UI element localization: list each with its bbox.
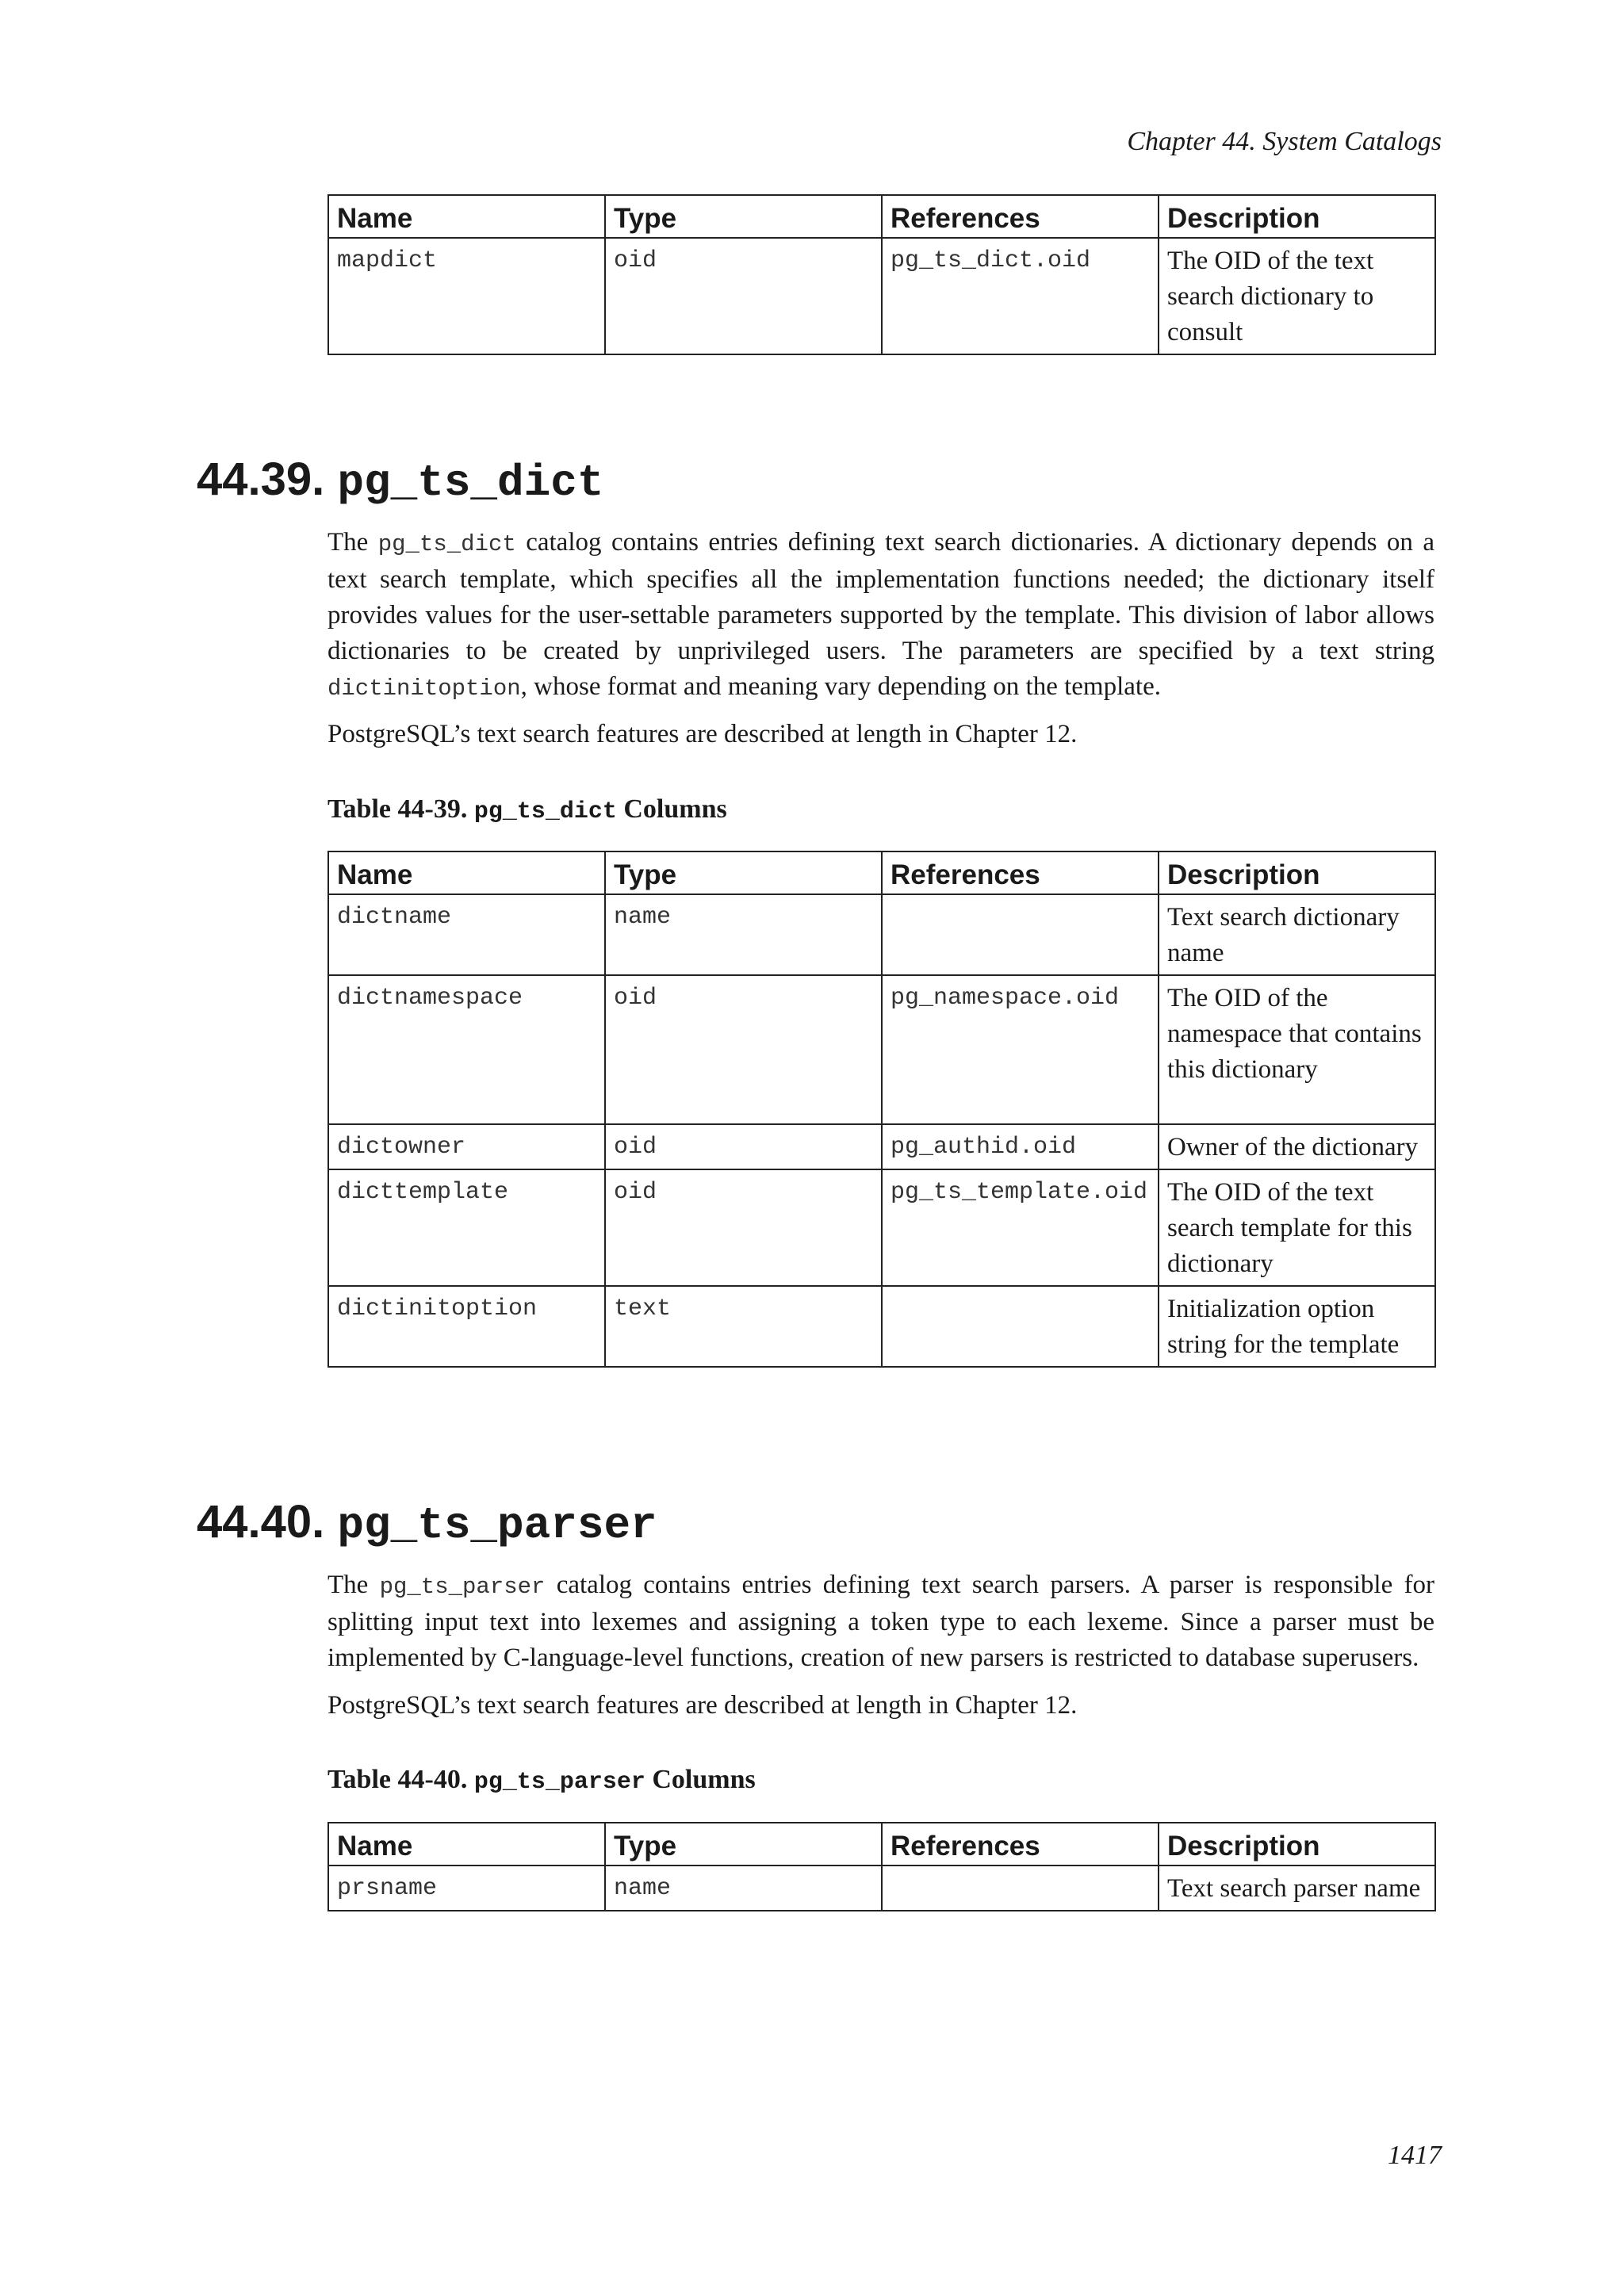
section-dict-intro — [327, 525, 1434, 706]
table-caption-pg-ts-parser — [327, 1765, 756, 1796]
cell-description: Text search parser name — [1159, 1866, 1435, 1911]
table-row — [328, 238, 1435, 354]
cell-type: oid — [605, 238, 882, 354]
text-run: catalog contains entries defining text search parsers. A parser is responsible for splitting input text into lexemes and assigning a token type to each lexeme. Since a parser must be implemented by C-language-level functions, creation of new parsers is restricted to database superusers. — [327, 1571, 1435, 1672]
cell-name: dicttemplate — [328, 1169, 605, 1286]
table-header-row — [328, 195, 1435, 238]
cell-description: Owner of the dictionary — [1159, 1124, 1435, 1169]
col-header-name: Name — [328, 195, 605, 238]
section-heading-pg-ts-dict — [197, 452, 603, 511]
section-number: 44.40. — [197, 1496, 325, 1548]
cell-type: text — [605, 1286, 882, 1367]
col-header-description: Description — [1159, 851, 1435, 894]
table-row — [328, 894, 1435, 975]
cell-description: The OID of the text search template for this dictionary — [1159, 1169, 1435, 1286]
table-row — [328, 1169, 1435, 1286]
section-catalog-name: pg_ts_dict — [337, 457, 604, 508]
cell-references — [882, 894, 1159, 975]
table-row — [328, 1866, 1435, 1911]
caption-suffix: Columns — [623, 794, 727, 824]
text-run: , whose format and meaning vary depending on the template. — [520, 672, 1161, 701]
table-header-row — [328, 1823, 1435, 1866]
text-run: The — [327, 1571, 380, 1599]
cell-type: oid — [605, 1124, 882, 1169]
col-header-name: Name — [328, 851, 605, 894]
cell-references: pg_namespace.oid — [882, 975, 1159, 1124]
table-header-row — [328, 851, 1435, 894]
text-run: The — [327, 528, 378, 557]
caption-suffix: Columns — [652, 1765, 756, 1794]
cell-name: dictinitoption — [328, 1286, 605, 1367]
cell-name: dictname — [328, 894, 605, 975]
table-row — [328, 1286, 1435, 1367]
section-number: 44.39. — [197, 453, 325, 505]
inline-code: pg_ts_parser — [379, 1574, 546, 1600]
cell-description: Initialization option string for the template — [1159, 1286, 1435, 1367]
caption-label: Table 44-40. — [327, 1765, 468, 1794]
caption-code: pg_ts_parser — [473, 1769, 645, 1796]
cell-description: The OID of the namespace that contains this dictionary — [1159, 975, 1435, 1124]
cell-name: prsname — [328, 1866, 605, 1911]
col-header-references: References — [882, 1823, 1159, 1866]
col-header-type: Type — [605, 851, 882, 894]
cell-name: mapdict — [328, 238, 605, 354]
caption-label: Table 44-39. — [327, 794, 468, 824]
cell-type: oid — [605, 1169, 882, 1286]
cell-references: pg_ts_dict.oid — [882, 238, 1159, 354]
cell-type: oid — [605, 975, 882, 1124]
table-row — [328, 1124, 1435, 1169]
cell-description: The OID of the text search dictionary to consult — [1159, 238, 1435, 354]
pg-ts-parser-columns-table — [327, 1822, 1436, 1911]
cell-name: dictowner — [328, 1124, 605, 1169]
col-header-references: References — [882, 851, 1159, 894]
text-run: catalog contains entries defining text search dictionaries. A dictionary depends on a text search template, which specifies all the implementation functions needed; the dictionary itself provides values for the user-settable parameters supported by the template. This division of labor allows dictionaries to be created by unprivileged users. The parameters are specified by a text string — [327, 528, 1434, 665]
cell-name: dictnamespace — [328, 975, 605, 1124]
inline-code: dictinitoption — [327, 675, 521, 702]
page-number: 1417 — [1388, 2141, 1442, 2170]
col-header-description: Description — [1159, 1823, 1435, 1866]
col-header-type: Type — [605, 1823, 882, 1866]
caption-code: pg_ts_dict — [473, 798, 617, 825]
pg-ts-dict-columns-table — [327, 851, 1436, 1368]
col-header-type: Type — [605, 195, 882, 238]
section-parser-reference: PostgreSQL’s text search features are described at length in Chapter 12. — [327, 1691, 1078, 1720]
section-heading-pg-ts-parser — [197, 1494, 657, 1553]
col-header-name: Name — [328, 1823, 605, 1866]
inline-code: pg_ts_dict — [377, 531, 516, 557]
col-header-references: References — [882, 195, 1159, 238]
section-dict-reference: PostgreSQL’s text search features are described at length in Chapter 12. — [327, 720, 1078, 748]
cell-references: pg_ts_template.oid — [882, 1169, 1159, 1286]
cell-references — [882, 1286, 1159, 1367]
cell-references: pg_authid.oid — [882, 1124, 1159, 1169]
cell-type: name — [605, 894, 882, 975]
running-head: Chapter 44. System Catalogs — [1127, 127, 1442, 156]
cell-type: name — [605, 1866, 882, 1911]
continued-table — [327, 194, 1436, 355]
section-parser-intro — [327, 1567, 1434, 1676]
col-header-description: Description — [1159, 195, 1435, 238]
table-row — [328, 975, 1435, 1124]
cell-description: Text search dictionary name — [1159, 894, 1435, 975]
cell-references — [882, 1866, 1159, 1911]
table-caption-pg-ts-dict — [327, 794, 727, 825]
section-catalog-name: pg_ts_parser — [337, 1500, 657, 1551]
